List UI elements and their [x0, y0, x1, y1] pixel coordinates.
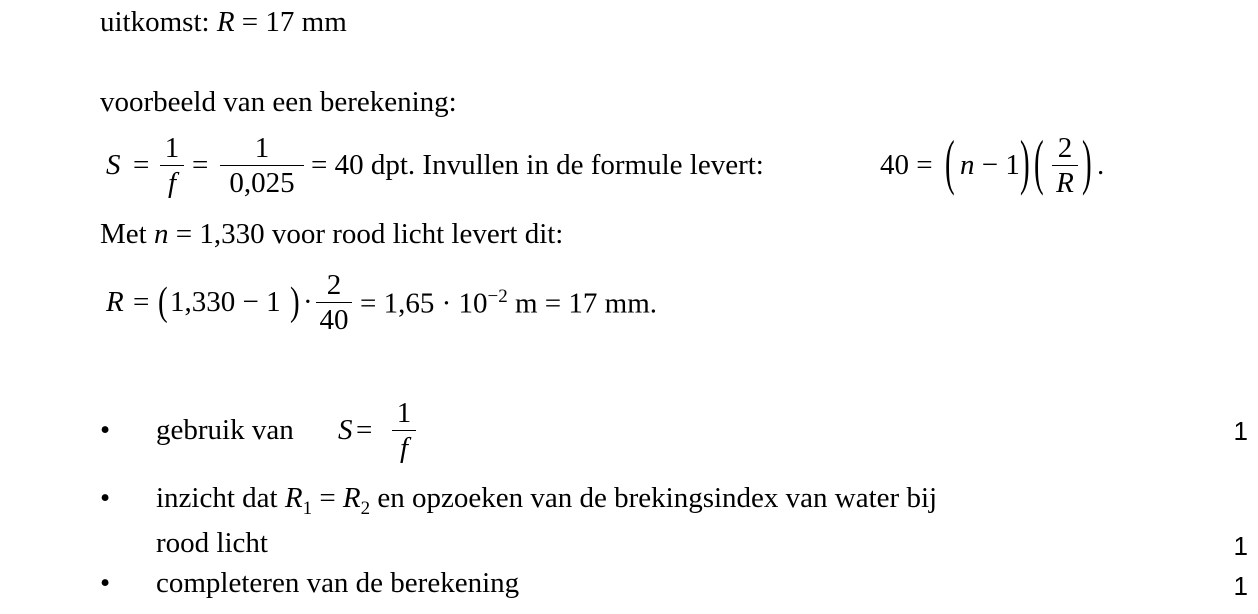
eq1-f3-den: R	[1056, 167, 1074, 199]
eq1-equals-2: =	[192, 149, 209, 181]
eq2-f-num: 2	[326, 269, 342, 301]
criterion-1-f-den: f	[399, 432, 409, 464]
criterion-2-mid: =	[312, 482, 343, 514]
eq1-rhs-start: 40 =	[880, 149, 933, 181]
result-label: uitkomst:	[100, 6, 210, 38]
eq2-dot: ·	[303, 286, 313, 318]
eq1-f1-num: 1	[164, 132, 180, 164]
eq1-paren-open: (	[945, 129, 955, 198]
eq2-exponent: −2	[487, 286, 508, 307]
eq2-mid: =	[133, 286, 150, 318]
eq2-rest-b: m = 17 mm.	[507, 287, 658, 320]
criterion-3-text: completeren van de berekening	[156, 567, 520, 599]
criterion-3-score: 1	[1233, 571, 1248, 601]
criterion-1-fraction	[392, 396, 416, 465]
eq1-fraction-2	[220, 131, 304, 200]
eq2-paren-open: (	[158, 279, 168, 325]
criterion-2-text	[156, 482, 937, 520]
criterion-2-text-b: en opzoeken van de brekingsindex van water bij	[370, 482, 938, 514]
eq2-rest	[360, 286, 657, 321]
criterion-2-r2: R	[342, 482, 361, 514]
eq1-paren-close: )	[1020, 129, 1030, 198]
eq1-paren-open-2: (	[1034, 129, 1044, 198]
bullet-3: •	[100, 567, 111, 599]
criterion-2-text-a: inzicht dat	[156, 482, 285, 514]
eq1-equals: =	[133, 149, 150, 181]
eq1-end: .	[1097, 149, 1105, 181]
bullet-1: •	[100, 414, 111, 446]
result-value: = 17 mm	[241, 6, 347, 38]
eq1-n: n	[960, 149, 975, 181]
eq1-n-rest: − 1	[974, 149, 1020, 181]
eq1-lhs: S	[106, 149, 121, 181]
eq1-rest: = 40 dpt. Invullen in de formule levert:	[311, 149, 764, 181]
criterion-1-f-num: 1	[396, 397, 412, 429]
criterion-1-text: gebruik van	[156, 414, 294, 446]
eq2-fraction	[316, 268, 352, 337]
eq1-f3-num: 2	[1057, 132, 1073, 164]
example-heading: voorbeeld van een berekening:	[100, 86, 457, 118]
eq2-paren-close: )	[290, 279, 300, 325]
criterion-2-sub2: 2	[360, 497, 371, 519]
eq2-lhs: R	[106, 286, 124, 318]
line2-n: n	[153, 218, 169, 250]
line2-text-a: Met	[100, 218, 154, 250]
eq1-paren-close-2: )	[1082, 129, 1092, 198]
eq2-rest-a: = 1,65 · 10	[360, 287, 488, 320]
result-var: R	[216, 6, 235, 38]
eq1-f2-den: 0,025	[229, 167, 295, 199]
line2-text-b: = 1,330 voor rood licht levert dit:	[168, 218, 564, 250]
criterion-2-sub1: 1	[302, 497, 313, 519]
criterion-2-text-c: rood licht	[156, 527, 268, 559]
eq2-paren-content: 1,330 − 1	[170, 286, 281, 318]
example-line-2	[100, 218, 563, 251]
criterion-2-score: 1	[1233, 531, 1248, 561]
eq1-fraction-1	[160, 131, 184, 200]
criterion-2-r1: R	[284, 482, 303, 514]
eq2-f-den: 40	[319, 304, 349, 336]
eq1-fraction-3	[1052, 131, 1078, 200]
criterion-1-score: 1	[1233, 416, 1248, 446]
eq1-f2-num: 1	[254, 132, 270, 164]
eq1-f1-den: f	[167, 167, 177, 199]
criterion-1-var: S	[338, 414, 353, 446]
criterion-1-eq: =	[356, 414, 373, 446]
result-line	[100, 6, 347, 39]
bullet-2: •	[100, 482, 111, 514]
